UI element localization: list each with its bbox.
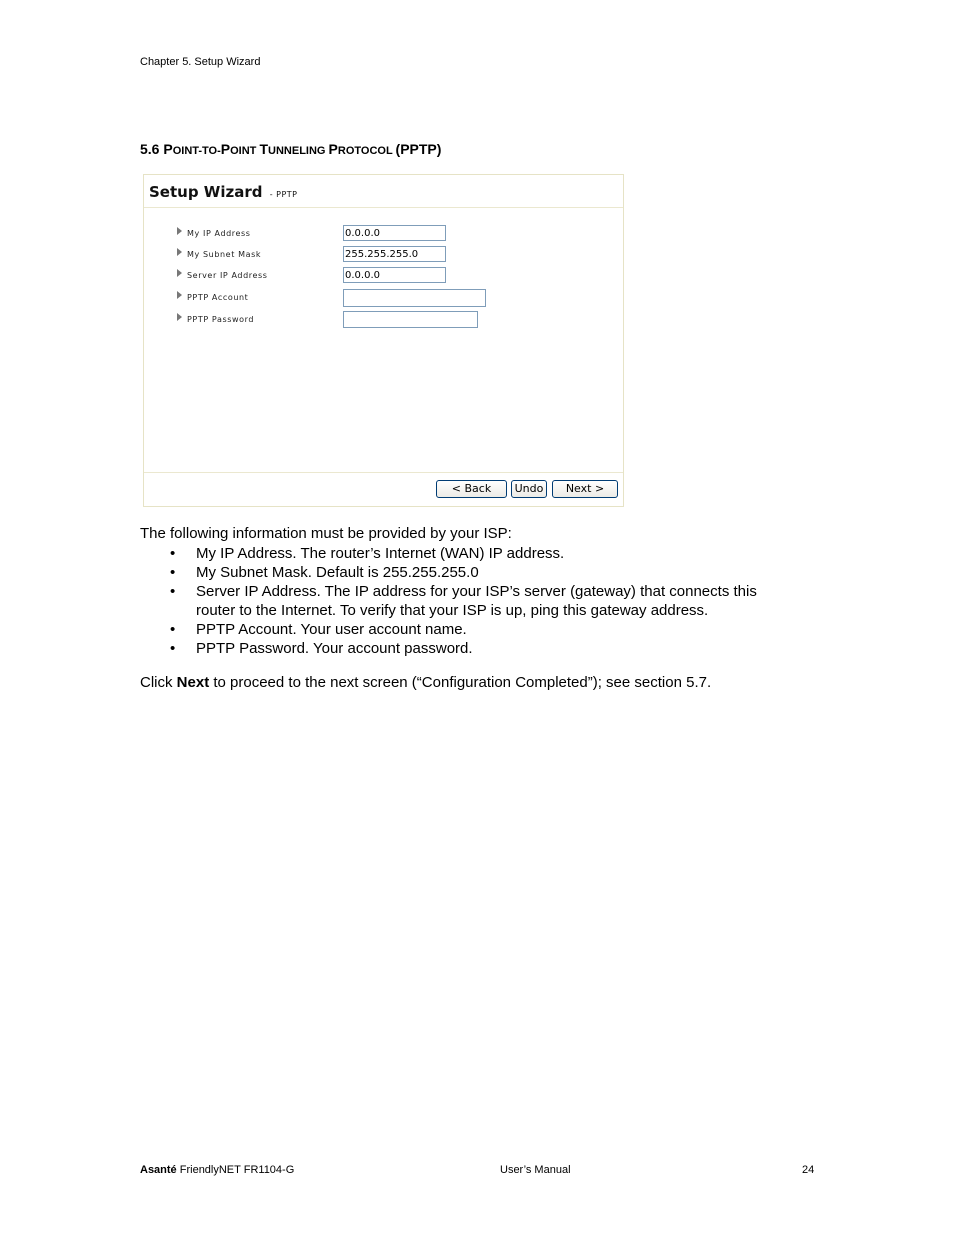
arrow-icon — [177, 227, 182, 235]
list-item-text: PPTP Account. Your user account name. — [196, 621, 467, 638]
list-item — [140, 620, 820, 639]
field-label-my-ip: My IP Address — [187, 229, 251, 238]
undo-button[interactable]: Undo — [511, 480, 547, 498]
footer-brand: Asanté — [140, 1164, 177, 1176]
instruction-next-bold: Next — [176, 674, 210, 691]
arrow-icon — [177, 313, 182, 321]
instruction-prefix: Click — [140, 674, 177, 691]
section-title-part: OINT-TO- — [172, 145, 221, 157]
wizard-title-text: Setup Wizard — [149, 183, 263, 201]
section-title-part: T — [259, 141, 269, 157]
section-title-part: P — [220, 141, 231, 157]
wizard-divider-bottom — [144, 472, 623, 473]
section-number: 5.6 — [140, 141, 160, 157]
field-label-server-ip: Server IP Address — [187, 271, 268, 280]
list-item — [140, 544, 820, 563]
pptp-password-input[interactable] — [343, 311, 478, 328]
list-item-text: My IP Address. The router’s Internet (WAN) IP address. — [196, 545, 565, 562]
subnet-mask-input[interactable]: 255.255.255.0 — [343, 246, 446, 262]
arrow-icon — [177, 291, 182, 299]
footer-manual: User’s Manual — [500, 1164, 571, 1176]
section-title-part: OINT — [230, 145, 260, 157]
footer-product-name: FriendlyNET FR1104-G — [176, 1164, 295, 1176]
field-row-server-ip — [144, 267, 623, 287]
field-row-pptp-password — [144, 311, 623, 331]
footer-product — [140, 1164, 294, 1176]
my-ip-address-input[interactable]: 0.0.0.0 — [343, 225, 446, 241]
field-label-pptp-password: PPTP Password — [187, 315, 255, 324]
pptp-account-input[interactable] — [343, 289, 486, 307]
wizard-title — [149, 183, 298, 201]
list-item — [140, 639, 820, 658]
list-item-text: Server IP Address. The IP address for your ISP’s server (gateway) that connects this — [196, 583, 757, 600]
field-label-subnet: My Subnet Mask — [187, 250, 262, 259]
bullet: • — [170, 545, 176, 562]
field-label-pptp-account: PPTP Account — [187, 293, 249, 302]
list-item-continuation — [140, 601, 820, 620]
bullet: • — [170, 640, 176, 657]
isp-info-list — [140, 544, 820, 658]
arrow-icon — [177, 248, 182, 256]
server-ip-address-input[interactable]: 0.0.0.0 — [343, 267, 446, 283]
section-title-part: ROTOCOL — [337, 145, 396, 157]
list-item-text: router to the Internet. To verify that your ISP is up, ping this gateway address. — [196, 602, 709, 619]
field-row-subnet — [144, 246, 623, 266]
section-title — [163, 141, 441, 157]
page-number: 24 — [802, 1164, 815, 1176]
next-button[interactable]: Next > — [552, 480, 618, 498]
instruction-suffix: to proceed to the next screen (“Configuration Completed”); see section 5.7. — [209, 674, 712, 691]
setup-wizard-screenshot — [143, 174, 624, 507]
list-item-text: PPTP Password. Your account password. — [196, 640, 473, 657]
next-instruction — [140, 674, 711, 691]
list-item-text: My Subnet Mask. Default is 255.255.255.0 — [196, 564, 479, 581]
list-item — [140, 582, 820, 601]
back-button[interactable]: < Back — [436, 480, 507, 498]
arrow-icon — [177, 269, 182, 277]
intro-text: The following information must be provided by your ISP: — [140, 525, 512, 542]
section-heading — [140, 141, 441, 157]
section-title-part: P — [163, 141, 173, 157]
wizard-subtitle: - PPTP — [269, 190, 298, 199]
bullet: • — [170, 564, 176, 581]
bullet: • — [170, 621, 176, 638]
field-row-pptp-account — [144, 289, 623, 309]
list-item — [140, 563, 820, 582]
field-row-my-ip — [144, 225, 623, 245]
bullet: • — [170, 583, 176, 600]
section-title-part: (PPTP) — [395, 141, 442, 157]
chapter-header: Chapter 5. Setup Wizard — [140, 56, 261, 68]
wizard-divider-top — [144, 207, 623, 208]
section-title-part: UNNELING — [268, 145, 329, 157]
section-title-part: P — [328, 141, 338, 157]
